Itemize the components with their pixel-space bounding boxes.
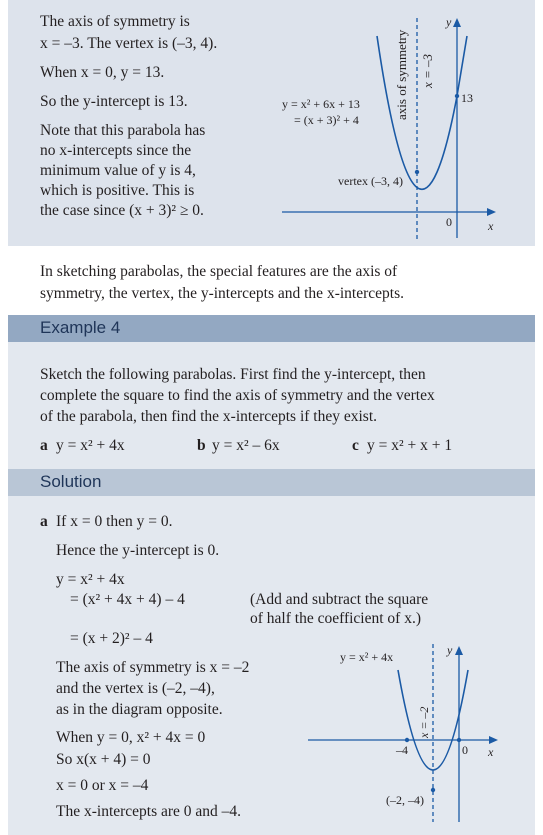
y-axis-arrow — [453, 18, 461, 27]
vertex-label: (–2, –4) — [386, 793, 424, 807]
solution-note-1: (Add and subtract the square — [250, 591, 429, 608]
example-line-3: of the parabola, then find the x-intercepts if they exist. — [40, 408, 378, 425]
solution-line-12: The x-intercepts are 0 and –4. — [56, 803, 242, 820]
equation-line-2: = (x + 3)² + 4 — [294, 113, 359, 127]
origin-label: 0 — [462, 743, 468, 757]
example-line-2: complete the square to find the axis of symmetry and the vertex — [40, 387, 435, 404]
solution-line-11: x = 0 or x = –4 — [56, 777, 149, 794]
equation-line-1: y = x² + 6x + 13 — [282, 97, 360, 111]
x-axis-label: x — [488, 219, 494, 233]
part-b-label: b — [197, 437, 206, 454]
origin-label: 0 — [446, 215, 452, 229]
parabola-graph-2 — [300, 640, 525, 830]
solution-part-a-label: a — [40, 513, 48, 530]
solution-line-9: When y = 0, x² + 4x = 0 — [56, 729, 206, 746]
vertex-point — [415, 170, 419, 174]
solution-line-1: If x = 0 then y = 0. — [56, 513, 173, 530]
solution-line-8: as in the diagram opposite. — [56, 701, 223, 718]
solution-note-2: of half the coefficient of x.) — [250, 610, 421, 627]
x-axis-label: x — [488, 745, 494, 759]
origin-point — [457, 738, 461, 742]
paragraph-line-1: In sketching parabolas, the special features are the axis of — [40, 263, 398, 280]
intro-line-8: which is positive. This is — [40, 182, 195, 199]
intro-line-9: the case since (x + 3)² ≥ 0. — [40, 202, 204, 219]
intro-line-4: So the y-intercept is 13. — [40, 93, 188, 110]
parabola-curve — [398, 670, 468, 770]
parabola-graph-1 — [270, 10, 520, 242]
solution-line-6: The axis of symmetry is x = –2 — [56, 659, 250, 676]
part-c-label: c — [352, 437, 359, 454]
solution-line-3: y = x² + 4x — [56, 571, 125, 588]
intro-line-5: Note that this parabola has — [40, 122, 206, 139]
paragraph-line-2: symmetry, the vertex, the y-intercepts and the x-intercepts. — [40, 285, 404, 302]
intro-line-2: x = –3. The vertex is (–3, 4). — [40, 35, 218, 52]
solution-line-4: = (x² + 4x + 4) – 4 — [70, 591, 185, 608]
axis-equation-label: x = –2 — [417, 706, 431, 738]
part-a-label: a — [40, 437, 48, 454]
y-axis-arrow — [455, 646, 463, 655]
y-intercept-label: 13 — [461, 91, 473, 105]
solution-line-2: Hence the y-intercept is 0. — [56, 542, 220, 559]
part-c-equation: y = x² + x + 1 — [367, 437, 453, 454]
y-axis-label: y — [447, 643, 453, 657]
intro-line-7: minimum value of y is 4, — [40, 162, 196, 179]
solution-line-7: and the vertex is (–2, –4), — [56, 680, 215, 697]
intro-line-3: When x = 0, y = 13. — [40, 64, 165, 81]
x-axis-arrow — [489, 736, 498, 744]
x-intercept-point-neg4 — [405, 738, 409, 742]
axis-of-symmetry-label: axis of symmetry — [394, 29, 409, 120]
intro-line-1: The axis of symmetry is — [40, 13, 190, 30]
vertex-label: vertex (–3, 4) — [338, 174, 403, 188]
intro-line-6: no x-intercepts since the — [40, 142, 192, 159]
solution-title: Solution — [40, 472, 102, 491]
example-line-1: Sketch the following parabolas. First find the y-intercept, then — [40, 366, 426, 383]
example-title: Example 4 — [40, 318, 121, 337]
solution-line-10: So x(x + 4) = 0 — [56, 751, 151, 768]
y-axis-label: y — [446, 15, 452, 29]
axis-equation-label: x = –3 — [420, 53, 435, 88]
x-axis-arrow — [487, 208, 496, 216]
part-a-equation: y = x² + 4x — [56, 437, 125, 454]
y-intercept-point — [455, 94, 459, 98]
vertex-point — [431, 788, 435, 792]
graph2-equation: y = x² + 4x — [340, 650, 394, 664]
neg4-label: –4 — [396, 743, 408, 757]
solution-line-5: = (x + 2)² – 4 — [70, 630, 153, 647]
part-b-equation: y = x² – 6x — [212, 437, 280, 454]
